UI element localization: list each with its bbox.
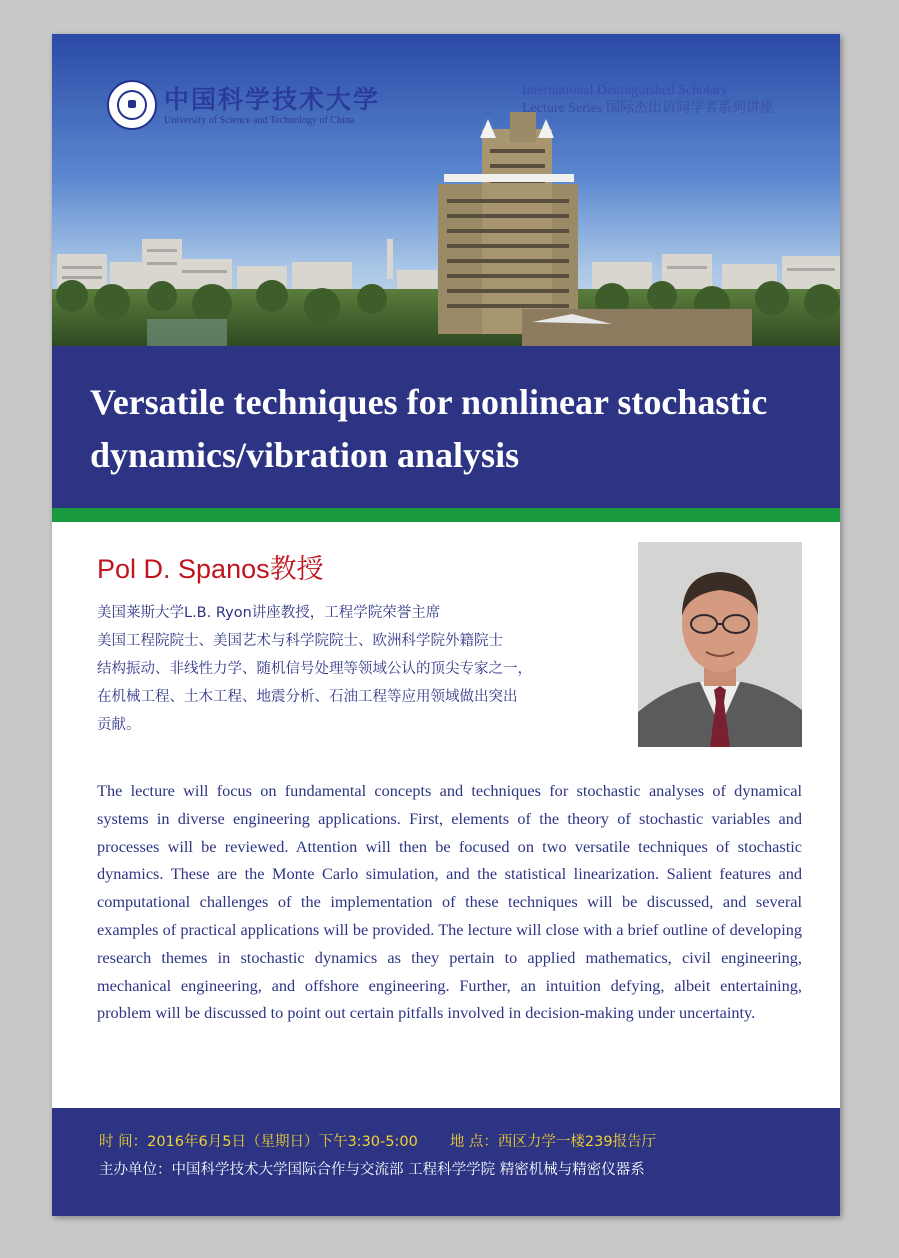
event-time-place <box>99 1130 656 1151</box>
bio-line: 贡献。 <box>97 717 141 733</box>
title-band <box>52 346 840 508</box>
speaker-bio <box>97 599 617 739</box>
series-title-line1: International Distinguished Scholars <box>522 83 727 98</box>
green-divider <box>52 508 840 522</box>
bio-line: 美国工程院院士、美国艺术与科学院院士、欧洲科学院外籍院士 <box>97 633 503 649</box>
lecture-abstract: The lecture will focus on fundamental concepts and techniques for stochastic analyses of dynamical systems in diverse engineering applications. First, elements of the theory of stochastic variables and processes will be reviewed. Attention will then be focused on two versatile techniques of stochastic dynamics. These are the Monte Carlo simulation, and the statistical linearization. Salient features and computational challenges of the implementation of these techniques will be discussed, and several examples of practical applications will be provided. The lecture will close with a brief outline of developing research themes in stochastic dynamics as they pertain to applied mathematics, civil engineering, mechanical engineering, and offshore engineering. Further, an intuition defying, albeit entertaining, problem will be discussed to point out certain pitfalls involved in decision-making under uncertainty. <box>97 781 802 1023</box>
lecture-title-line2: dynamics/vibration analysis <box>90 435 520 475</box>
seal-center <box>128 100 136 108</box>
speaker-photo <box>638 542 802 747</box>
university-seal-icon <box>107 80 157 130</box>
bio-line: 在机械工程、土木工程、地震分析、石油工程等应用领域做出突出 <box>97 689 518 705</box>
university-name-en: University of Science and Technology of China <box>164 115 355 126</box>
campus-banner <box>52 34 840 346</box>
lecture-title-line1: Versatile techniques for nonlinear stochastic <box>90 382 768 422</box>
university-name-cn: 中国科学技术大学 <box>164 85 381 114</box>
footer-band <box>52 1108 840 1216</box>
series-title-line2: Lecture Series 国际杰出访问学者系列讲座 <box>522 101 774 116</box>
bio-line: 结构振动、非线性力学、随机信号处理等领域公认的顶尖专家之一， <box>97 661 532 677</box>
bio-line: 美国莱斯大学L.B. Ryon讲座教授，工程学院荣誉主席 <box>97 605 441 621</box>
speaker-name: Pol D. Spanos教授 <box>97 554 324 584</box>
lecture-title <box>90 376 820 482</box>
event-organizers: 主办单位：中国科学技术大学国际合作与交流部 工程科学学院 精密机械与精密仪器系 <box>99 1162 645 1178</box>
speaker-portrait-illustration <box>638 542 802 747</box>
event-time: 时 间：2016年6月5日（星期日）下午3:30-5:00 <box>99 1134 418 1150</box>
event-place: 地 点：西区力学一楼239报告厅 <box>449 1134 657 1150</box>
poster <box>52 34 840 1216</box>
